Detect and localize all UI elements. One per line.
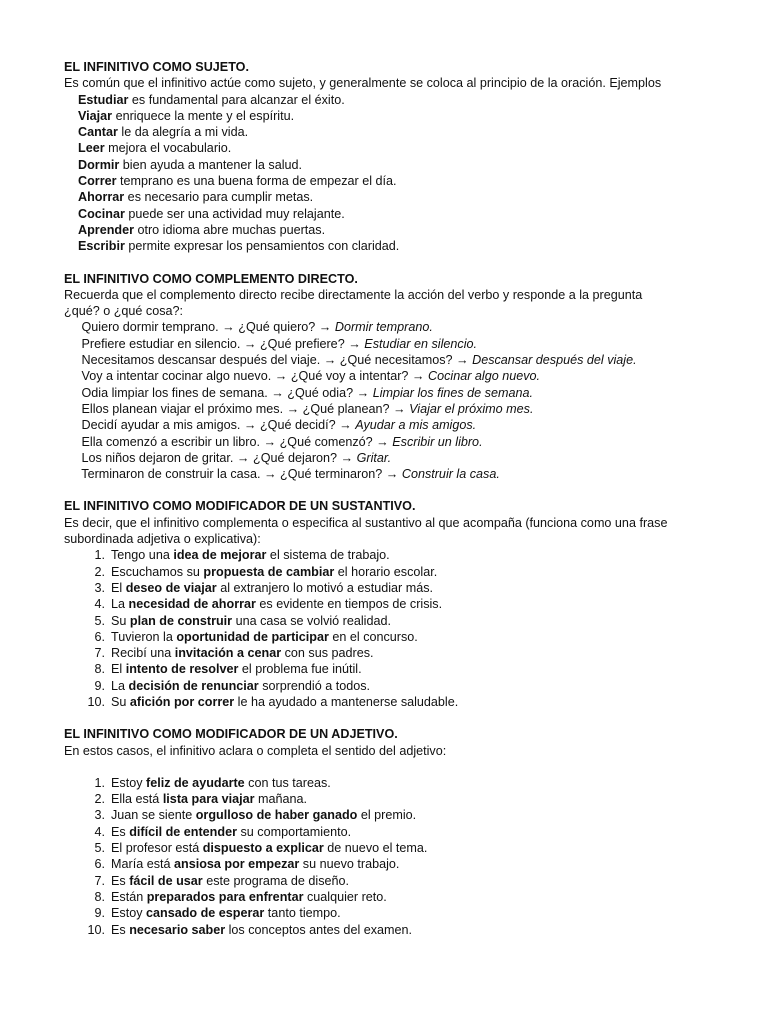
list-item	[64, 108, 728, 124]
list-item	[64, 873, 728, 889]
item-number: 1.	[94, 775, 105, 790]
item-text-post: al extranjero lo motivó a estudiar más.	[216, 580, 434, 595]
infinitive-phrase: plan de construir	[129, 613, 233, 628]
list-item	[64, 889, 728, 905]
list-item	[64, 173, 728, 189]
bullet-list	[64, 92, 728, 255]
list-item	[64, 547, 728, 563]
answer-italic: Limpiar los fines de semana.	[372, 385, 533, 400]
infinitive-phrase: ansiosa por empezar	[174, 857, 300, 872]
infinitive-subject: Escribir	[78, 239, 125, 254]
section-intro: Es decir, que el infinitivo complementa o especifica al sustantivo al que acompaña (funciona como una frase	[64, 515, 668, 530]
item-number: 5.	[94, 841, 105, 856]
item-text: Prefiere estudiar en silencio. → ¿Qué prefiere? →	[78, 336, 365, 351]
infinitive-phrase: afición por correr	[129, 694, 235, 709]
answer-italic: Dormir temprano.	[334, 320, 433, 335]
section-modificador-adjetivo	[64, 726, 728, 938]
item-text-post: el horario escolar.	[334, 564, 438, 579]
list-item	[64, 466, 728, 482]
list-item	[64, 124, 728, 140]
numbered-list	[64, 775, 728, 938]
section-modificador-sustantivo	[64, 498, 728, 710]
item-text-post: una casa se volvió realidad.	[232, 613, 391, 628]
section-intro-continued: ¿qué? o ¿qué cosa?:	[64, 304, 184, 319]
infinitive-phrase: idea de mejorar	[173, 548, 267, 563]
list-item	[64, 401, 728, 417]
item-text: temprano es una buena forma de empezar el día.	[116, 174, 397, 189]
list-item	[64, 824, 728, 840]
list-item	[64, 694, 728, 710]
item-text-post: mañana.	[254, 792, 308, 807]
answer-italic: Viajar el próximo mes.	[409, 401, 534, 416]
item-text-pre: Escuchamos su	[111, 564, 204, 579]
item-text: bien ayuda a mantener la salud.	[119, 157, 303, 172]
item-text-pre: Tengo una	[111, 548, 174, 563]
item-text: Quiero dormir temprano. → ¿Qué quiero? →	[78, 320, 335, 335]
infinitive-phrase: decisión de renunciar	[128, 678, 259, 693]
item-text-pre: Juan se siente	[111, 808, 196, 823]
item-text: Voy a intentar cocinar algo nuevo. → ¿Qué voy a intentar? →	[78, 369, 429, 384]
answer-italic: Cocinar algo nuevo.	[428, 369, 541, 384]
section-heading: EL INFINITIVO COMO COMPLEMENTO DIRECTO.	[64, 271, 358, 286]
item-text-pre: La	[111, 597, 129, 612]
list-item	[64, 922, 728, 938]
item-number: 8.	[94, 889, 105, 904]
item-text-pre: Su	[111, 613, 130, 628]
item-text-pre: El	[111, 580, 126, 595]
infinitive-subject: Cocinar	[78, 206, 125, 221]
item-text-post: cualquier reto.	[303, 889, 387, 904]
infinitive-phrase: deseo de viajar	[125, 580, 217, 595]
bullet-list	[64, 319, 728, 482]
item-text: le da alegría a mi vida.	[117, 125, 249, 140]
list-item	[64, 189, 728, 205]
list-item	[64, 580, 728, 596]
item-text-post: el premio.	[357, 808, 417, 823]
infinitive-phrase: orgulloso de haber ganado	[195, 808, 358, 823]
item-text-post: este programa de diseño.	[202, 873, 350, 888]
item-text: permite expresar los pensamientos con claridad.	[124, 239, 400, 254]
item-text-post: es evidente en tiempos de crisis.	[255, 597, 443, 612]
item-text-pre: Estoy	[111, 775, 146, 790]
item-text-pre: Es	[111, 873, 130, 888]
infinitive-phrase: dispuesto a explicar	[202, 841, 324, 856]
item-text-pre: Es	[111, 922, 130, 937]
infinitive-phrase: necesidad de ahorrar	[128, 597, 256, 612]
infinitive-phrase: cansado de esperar	[146, 906, 265, 921]
item-text: Necesitamos descansar después del viaje. → ¿Qué necesitamos? →	[78, 353, 473, 368]
list-item	[64, 319, 728, 335]
item-text-pre: La	[111, 678, 129, 693]
list-item	[64, 450, 728, 466]
item-text-pre: Su	[111, 694, 130, 709]
item-text: Terminaron de construir la casa. → ¿Qué terminaron? →	[78, 467, 402, 482]
list-item	[64, 791, 728, 807]
list-item	[64, 564, 728, 580]
section-heading: EL INFINITIVO COMO MODIFICADOR DE UN ADJETIVO.	[64, 727, 398, 742]
item-text: Decidí ayudar a mis amigos. → ¿Qué decidí? →	[78, 418, 356, 433]
answer-italic: Descansar después del viaje.	[472, 353, 637, 368]
item-text: Ella comenzó a escribir un libro. → ¿Qué comenzó? →	[78, 434, 393, 449]
infinitive-subject: Ahorrar	[78, 190, 125, 205]
spacer	[64, 759, 728, 775]
answer-italic: Estudiar en silencio.	[364, 336, 478, 351]
item-text-post: el sistema de trabajo.	[266, 548, 390, 563]
infinitive-phrase: necesario saber	[129, 922, 226, 937]
infinitive-subject: Cantar	[78, 125, 118, 140]
item-text-pre: Tuvieron la	[111, 629, 177, 644]
answer-italic: Escribir un libro.	[392, 434, 483, 449]
list-item	[64, 385, 728, 401]
infinitive-subject: Dormir	[78, 157, 120, 172]
item-text-pre: Ella está	[111, 792, 163, 807]
item-text-pre: El profesor está	[111, 841, 203, 856]
item-number: 10.	[87, 922, 105, 937]
item-text-pre: Están	[111, 889, 147, 904]
section-heading: EL INFINITIVO COMO SUJETO.	[64, 60, 249, 74]
infinitive-phrase: oportunidad de participar	[176, 629, 329, 644]
list-item	[64, 206, 728, 222]
list-item	[64, 905, 728, 921]
list-item	[64, 434, 728, 450]
item-number: 9.	[94, 906, 105, 921]
infinitive-subject: Aprender	[78, 222, 134, 237]
infinitive-phrase: lista para viajar	[162, 792, 255, 807]
list-item	[64, 417, 728, 433]
answer-italic: Gritar.	[356, 450, 392, 465]
list-item	[64, 368, 728, 384]
item-text: Los niños dejaron de gritar. → ¿Qué dejaron? →	[78, 450, 357, 465]
list-item	[64, 856, 728, 872]
item-text-pre: El	[111, 662, 126, 677]
item-text-post: con sus padres.	[281, 646, 374, 661]
item-number: 3.	[94, 580, 105, 595]
list-item	[64, 775, 728, 791]
item-text-post: los conceptos antes del examen.	[225, 922, 413, 937]
item-text-post: su comportamiento.	[236, 824, 352, 839]
infinitive-phrase: fácil de usar	[129, 873, 203, 888]
list-item	[64, 352, 728, 368]
section-sujeto	[64, 59, 728, 255]
infinitive-subject: Estudiar	[78, 92, 129, 107]
item-number: 10.	[87, 694, 105, 709]
section-intro-continued: subordinada adjetiva o explicativa):	[64, 532, 261, 547]
infinitive-phrase: propuesta de cambiar	[203, 564, 335, 579]
item-number: 2.	[94, 564, 105, 579]
list-item	[64, 629, 728, 645]
item-number: 7.	[94, 646, 105, 661]
answer-italic: Ayudar a mis amigos.	[355, 418, 477, 433]
item-text-post: tanto tiempo.	[264, 906, 341, 921]
list-item	[64, 92, 728, 108]
item-text: puede ser una actividad muy relajante.	[124, 206, 345, 221]
section-heading: EL INFINITIVO COMO MODIFICADOR DE UN SUSTANTIVO.	[64, 499, 416, 514]
list-item	[64, 613, 728, 629]
item-text: Ellos planean viajar el próximo mes. → ¿Qué planean? →	[78, 401, 410, 416]
item-number: 9.	[94, 678, 105, 693]
infinitive-phrase: feliz de ayudarte	[146, 775, 245, 790]
list-item	[64, 678, 728, 694]
list-item	[64, 222, 728, 238]
item-text: enriquece la mente y el espíritu.	[112, 108, 295, 123]
list-item	[64, 238, 728, 254]
item-number: 2.	[94, 792, 105, 807]
item-number: 6.	[94, 857, 105, 872]
infinitive-subject: Leer	[78, 141, 105, 156]
item-text: es necesario para cumplir metas.	[124, 190, 314, 205]
item-text: mejora el vocabulario.	[104, 141, 232, 156]
answer-italic: Construir la casa.	[401, 467, 500, 482]
item-number: 4.	[94, 597, 105, 612]
item-number: 3.	[94, 808, 105, 823]
list-item	[64, 596, 728, 612]
item-number: 8.	[94, 662, 105, 677]
list-item	[64, 140, 728, 156]
item-number: 5.	[94, 613, 105, 628]
infinitive-phrase: intento de resolver	[125, 662, 239, 677]
list-item	[64, 157, 728, 173]
infinitive-subject: Correr	[78, 174, 117, 189]
infinitive-subject: Viajar	[78, 108, 113, 123]
infinitive-phrase: invitación a cenar	[174, 646, 282, 661]
numbered-list	[64, 547, 728, 710]
item-text-post: el problema fue inútil.	[238, 662, 362, 677]
infinitive-phrase: difícil de entender	[129, 824, 237, 839]
item-text-pre: Es	[111, 824, 130, 839]
item-number: 7.	[94, 873, 105, 888]
item-text-pre: Recibí una	[111, 646, 175, 661]
section-intro: Recuerda que el complemento directo recibe directamente la acción del verbo y responde a la pregunta	[64, 287, 643, 302]
item-text-pre: Estoy	[111, 906, 146, 921]
item-text-pre: María está	[111, 857, 174, 872]
list-item	[64, 645, 728, 661]
list-item	[64, 661, 728, 677]
item-text-post: sorprendió a todos.	[258, 678, 371, 693]
item-number: 4.	[94, 824, 105, 839]
infinitive-phrase: preparados para enfrentar	[146, 889, 304, 904]
section-intro: Es común que el infinitivo actúe como sujeto, y generalmente se coloca al principio de la oración. Ejemplos	[64, 76, 662, 91]
item-number: 6.	[94, 629, 105, 644]
list-item	[64, 807, 728, 823]
section-complemento-directo	[64, 271, 728, 483]
list-item	[64, 336, 728, 352]
item-text: otro idioma abre muchas puertas.	[133, 222, 326, 237]
item-text-post: con tus tareas.	[244, 775, 331, 790]
section-intro: En estos casos, el infinitivo aclara o completa el sentido del adjetivo:	[64, 743, 447, 758]
item-text-post: de nuevo el tema.	[323, 841, 428, 856]
item-text-post: su nuevo trabajo.	[299, 857, 400, 872]
item-number: 1.	[94, 548, 105, 563]
item-text: es fundamental para alcanzar el éxito.	[128, 92, 345, 107]
item-text: Odia limpiar los fines de semana. → ¿Qué odia? →	[78, 385, 373, 400]
list-item	[64, 840, 728, 856]
item-text-post: en el concurso.	[328, 629, 418, 644]
item-text-post: le ha ayudado a mantenerse saludable.	[234, 694, 459, 709]
